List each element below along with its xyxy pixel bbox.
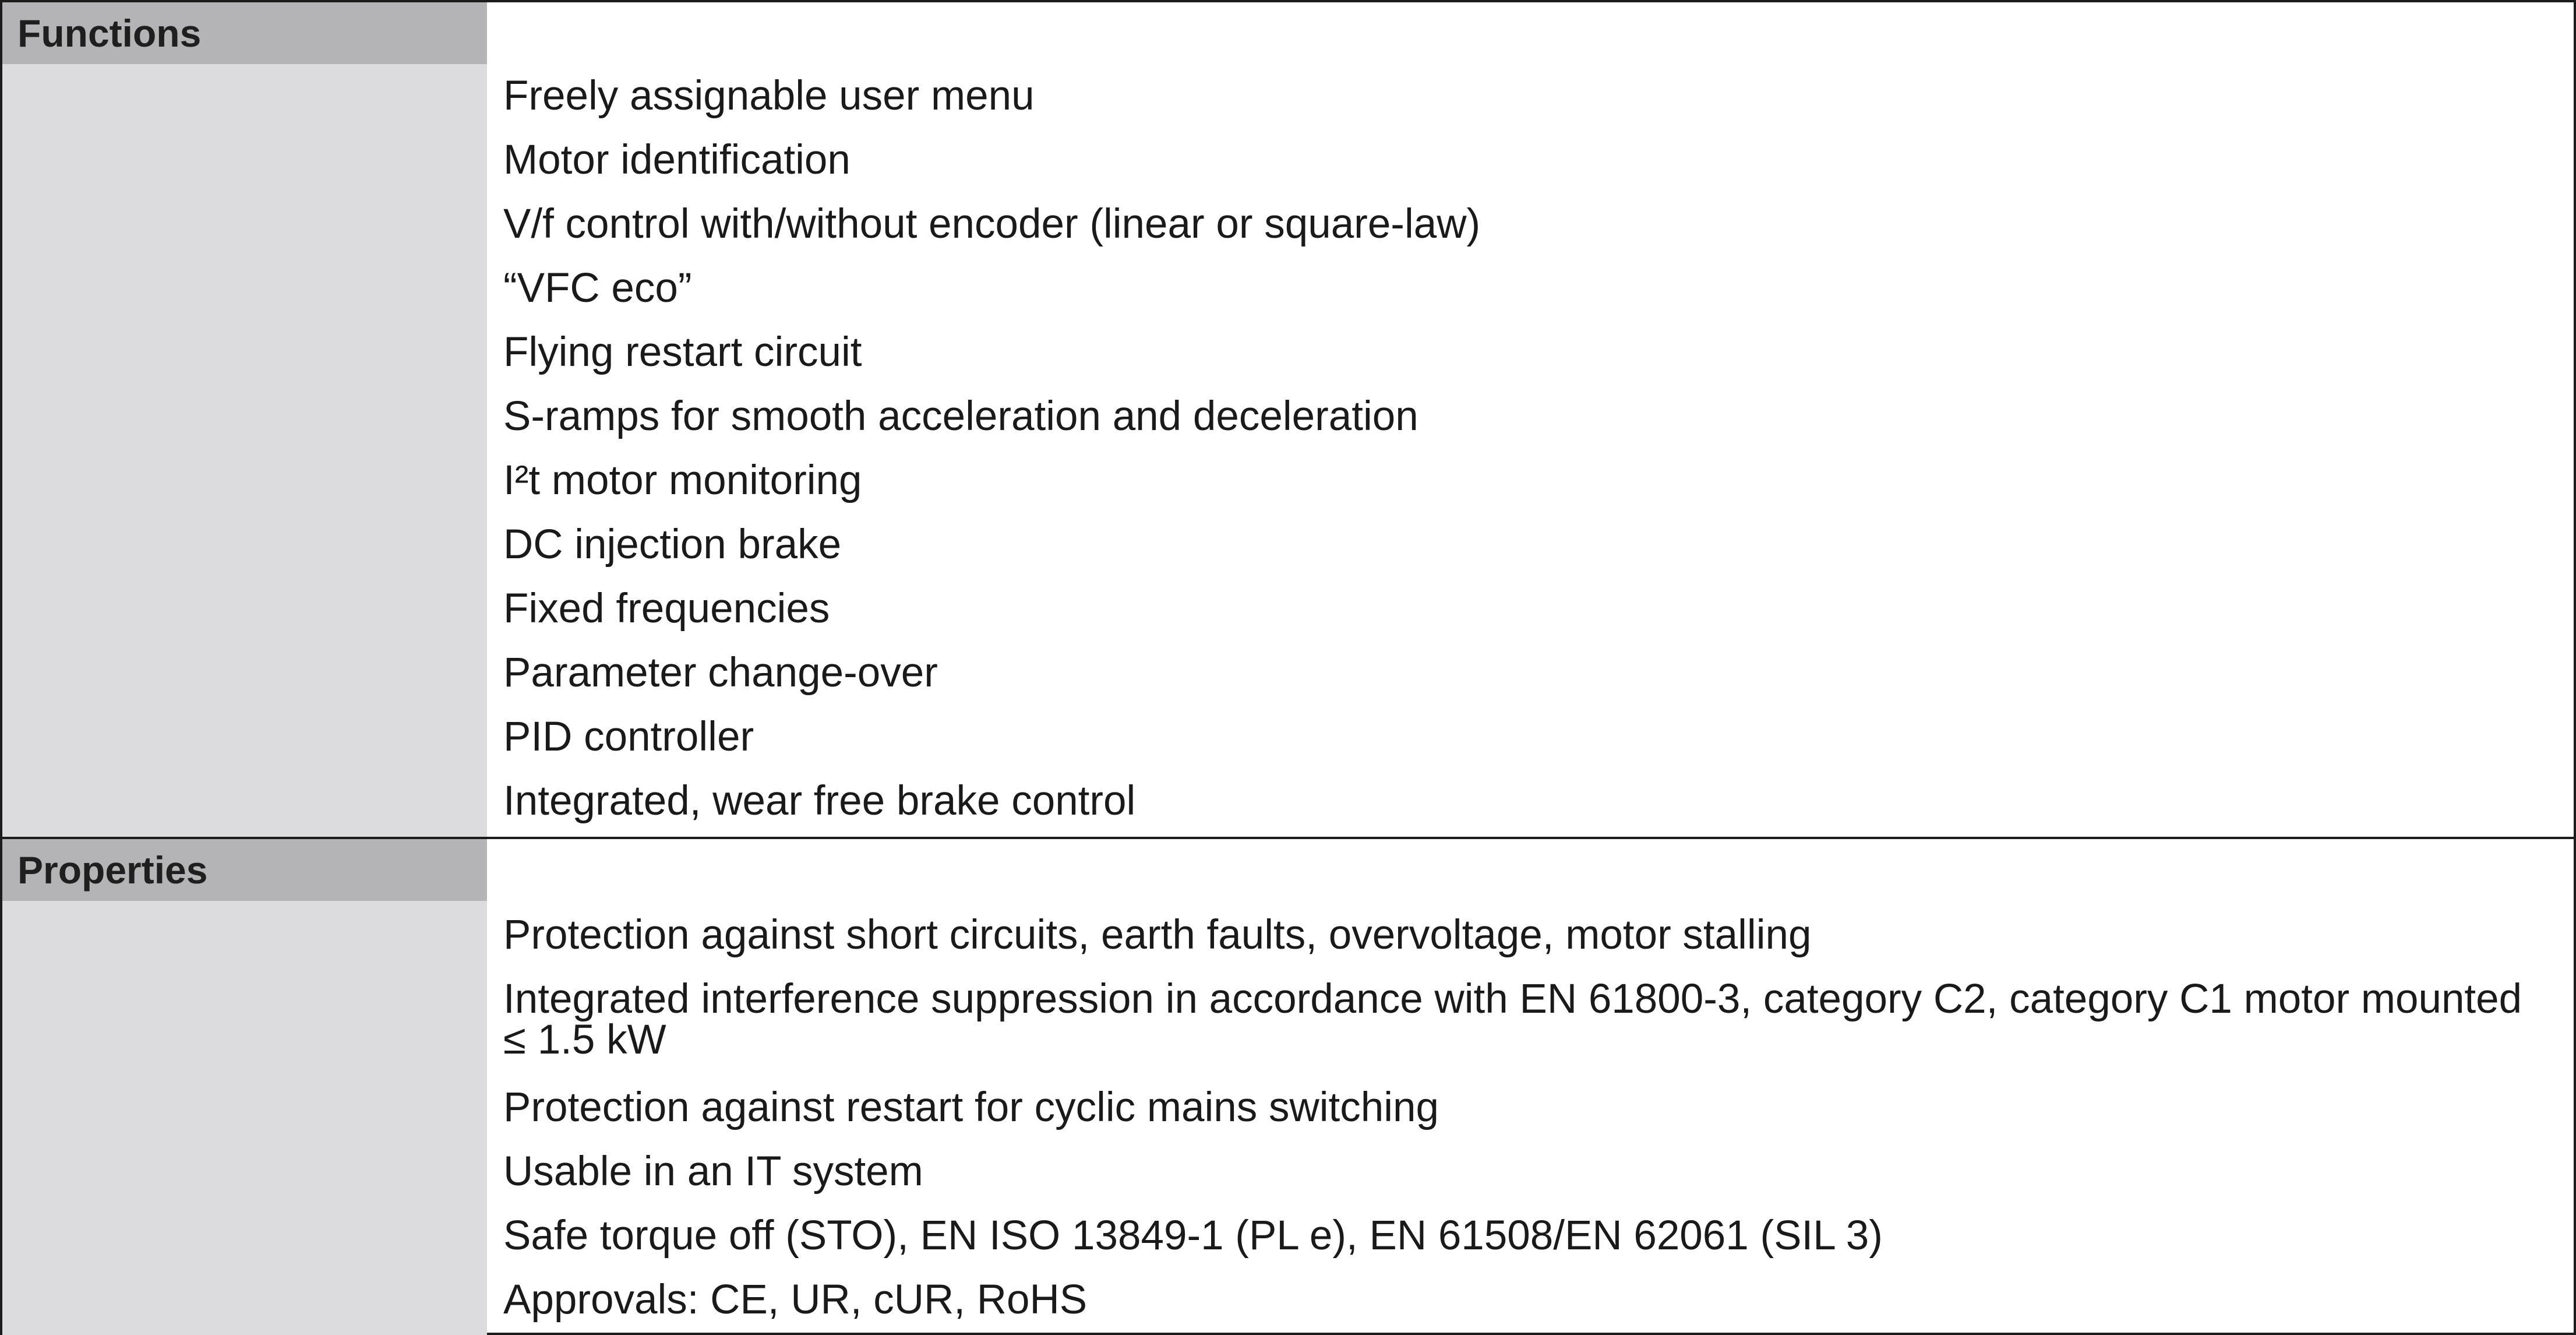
- functions-section: [2, 2, 2574, 837]
- property-item: Integrated interference suppression in accordance with EN 61800-3, category C2, category C1 motor mounted ≤ 1.5 kW: [503, 976, 2522, 1063]
- property-item: Approvals: CE, UR, cUR, RoHS: [503, 1277, 1088, 1323]
- functions-list: [503, 64, 2527, 833]
- function-item: I²t motor monitoring: [503, 457, 862, 503]
- function-item: Fixed frequencies: [503, 586, 830, 632]
- properties-list: [503, 903, 2527, 1332]
- function-item: Freely assignable user menu: [503, 73, 1035, 119]
- properties-content: [487, 839, 2574, 1335]
- function-item: Flying restart circuit: [503, 329, 862, 375]
- function-item: S-ramps for smooth acceleration and deceleration: [503, 393, 1418, 439]
- functions-heading: Functions: [2, 2, 487, 64]
- function-item: “VFC eco”: [503, 265, 692, 311]
- function-item: Parameter change-over: [503, 650, 938, 696]
- function-item: Motor identification: [503, 137, 851, 183]
- properties-heading: Properties: [2, 839, 487, 901]
- functions-label-column: [2, 2, 487, 837]
- properties-label-column: [2, 839, 487, 1335]
- property-item: Safe torque off (STO), EN ISO 13849-1 (PL e), EN 61508/EN 62061 (SIL 3): [503, 1213, 1883, 1259]
- function-item: V/f control with/without encoder (linear or square-law): [503, 201, 1481, 247]
- property-item: Protection against short circuits, earth faults, overvoltage, motor stalling: [503, 912, 1812, 958]
- property-item: Protection against restart for cyclic mains switching: [503, 1084, 1439, 1130]
- function-item: Integrated, wear free brake control: [503, 778, 1136, 824]
- function-item: PID controller: [503, 714, 754, 760]
- functions-content: [487, 2, 2574, 837]
- property-item: Usable in an IT system: [503, 1149, 923, 1195]
- properties-section: [2, 837, 2574, 1335]
- function-item: DC injection brake: [503, 522, 842, 568]
